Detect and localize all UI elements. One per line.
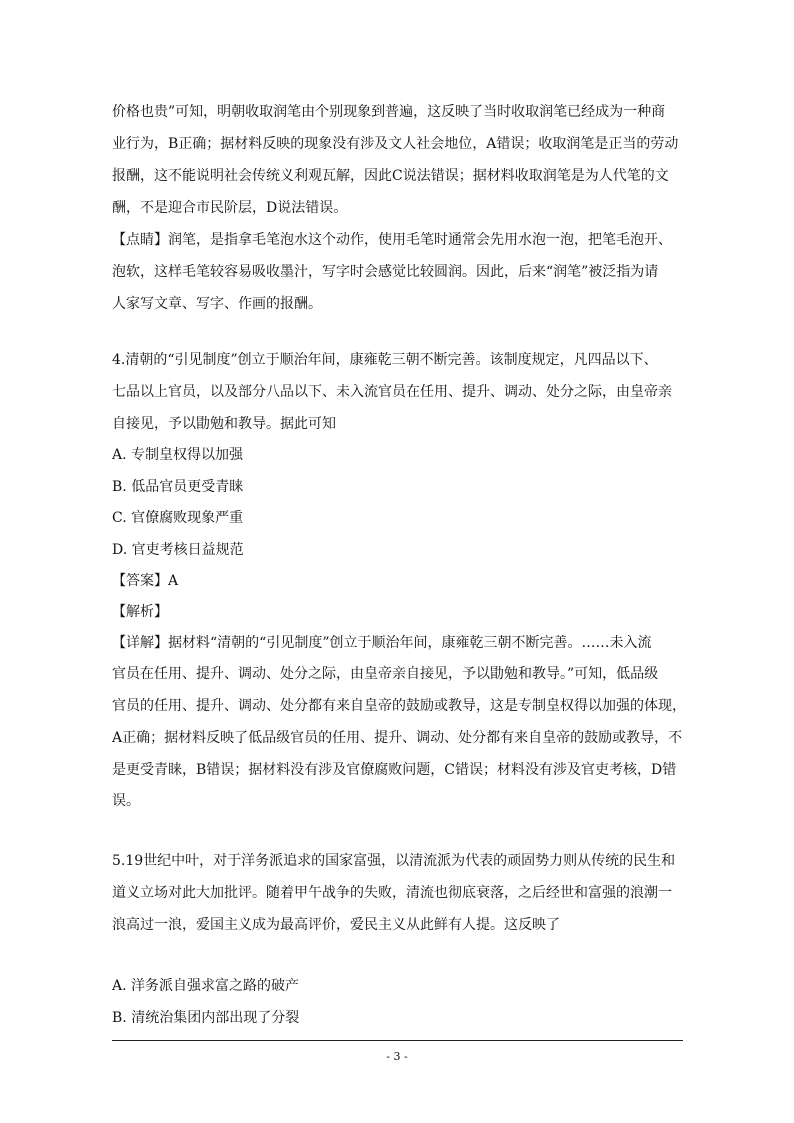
q4-stem-line-2: 七品以上官员，以及部分八品以下、未入流官员在任用、提升、调动、处分之际，由皇帝亲 — [112, 384, 672, 400]
prev-note-line-3: 人家写文章、写字、作画的报酬。 — [112, 296, 322, 312]
q5-stem-line-3: 浪高过一浪，爱国主义成为最高评价，爱民主义从此鲜有人提。这反映了 — [112, 917, 560, 933]
q4-detail-line-6: 误。 — [112, 793, 140, 809]
q5-stem-line-1: 5.19世纪中叶，对于洋务派追求的国家富强，以清流派为代表的顽固势力则从传统的民生和 — [112, 853, 676, 869]
q4-detail-line-5: 是更受青睐，B错误；据材料没有涉及官僚腐败问题，C错误；材料没有涉及官吏考核，D错 — [112, 762, 677, 778]
prev-explanation-line-4: 酬，不是迎合市民阶层，D说法错误。 — [112, 200, 348, 216]
q4-detail-line-2: 官员在任用、提升、调动、处分之际，由皇帝亲自接见，予以勖勉和教导。”可知，低品级 — [112, 666, 659, 682]
prev-note-line-2: 泡软，这样毛笔较容易吸收墨汁，写字时会感觉比较圆润。因此，后来“润笔”被泛指为请 — [112, 264, 659, 280]
q5-option-a: A. 洋务派自强求富之路的破产 — [112, 978, 300, 994]
q4-analysis-label: 【解析】 — [112, 604, 168, 620]
q4-detail-line-3: 官员的任用、提升、调动、处分都有来自皇帝的鼓励或教导，这是专制皇权得以加强的体现， — [112, 698, 686, 714]
q4-option-b: B. 低品官员更受青睐 — [112, 479, 244, 495]
q4-stem-line-1: 4.清朝的“引见制度”创立于顺治年间，康雍乾三朝不断完善。该制度规定，凡四品以下、 — [112, 352, 658, 368]
q4-stem-line-3: 自接见，予以勖勉和教导。据此可知 — [112, 416, 336, 432]
q5-option-b: B. 清统治集团内部出现了分裂 — [112, 1010, 300, 1026]
prev-note-line-1: 【点睛】润笔，是指拿毛笔泡水这个动作，使用毛笔时通常会先用水泡一泡，把笔毛泡开、 — [112, 232, 672, 248]
prev-explanation-line-2: 业行为，B正确；据材料反映的现象没有涉及文人社会地位，A错误；收取润笔是正当的劳动 — [112, 136, 679, 152]
q4-option-d: D. 官吏考核日益规范 — [112, 542, 244, 558]
q4-detail-line-1: 【详解】据材料“清朝的“引见制度”创立于顺治年间，康雍乾三朝不断完善。……未入流 — [112, 635, 652, 651]
page-number: - 3 - — [386, 1050, 408, 1063]
q5-stem-line-2: 道义立场对此大加批评。随着甲午战争的失败，清流也彻底衰落，之后经世和富强的浪潮一 — [112, 885, 672, 901]
q4-answer: 【答案】A — [112, 573, 179, 589]
footer-rule — [112, 1040, 683, 1041]
q4-option-a: A. 专制皇权得以加强 — [112, 447, 244, 463]
prev-explanation-line-1: 价格也贵”可知，明朝收取润笔由个别现象到普遍，这反映了当时收取润笔已经成为一种商 — [112, 104, 666, 120]
q4-option-c: C. 官僚腐败现象严重 — [112, 510, 244, 526]
q4-detail-line-4: A正确；据材料反映了低品级官员的任用、提升、调动、处分都有来自皇帝的鼓励或教导，不 — [112, 730, 683, 746]
prev-explanation-line-3: 报酬，这不能说明社会传统义利观瓦解，因此C说法错误；据材料收取润笔是为人代笔的文 — [112, 168, 669, 184]
